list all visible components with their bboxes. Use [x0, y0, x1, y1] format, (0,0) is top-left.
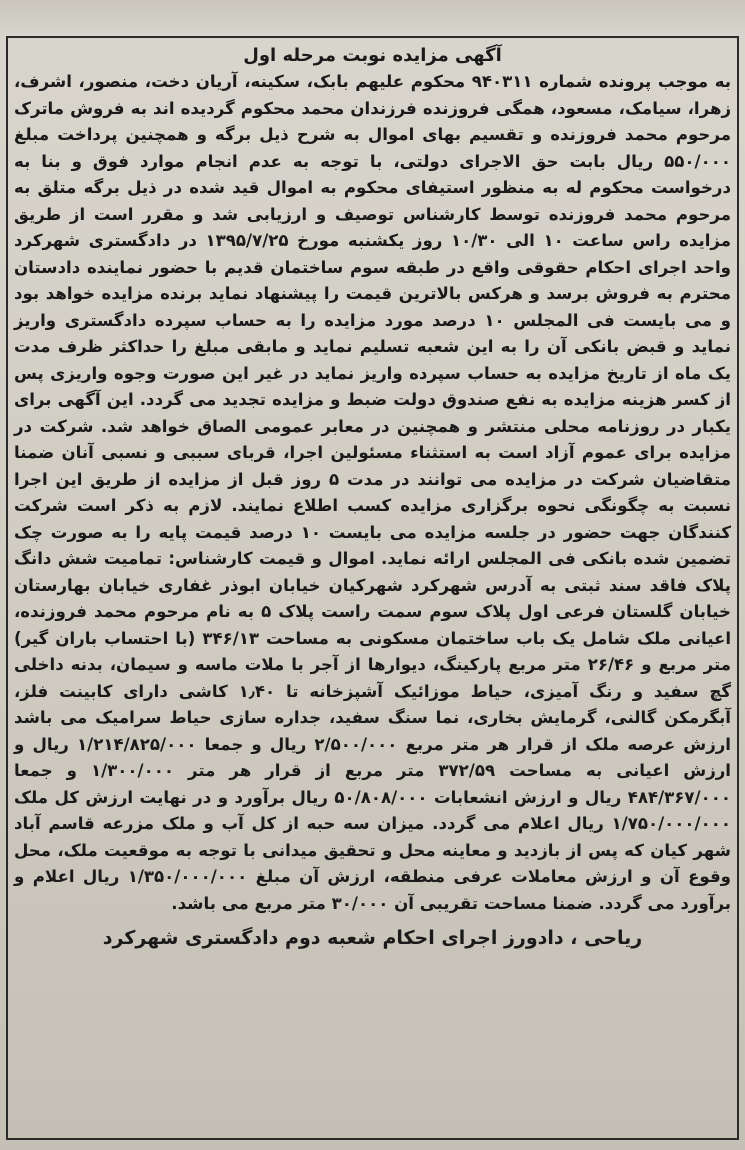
notice-title: آگهی مزایده نوبت مرحله اول	[243, 45, 502, 66]
notice-signature: ریاحی ، دادورز اجرای احکام شعبه دوم دادگستری شهرکرد	[102, 927, 643, 949]
paper-top-margin	[0, 0, 745, 34]
auction-notice	[12, 44, 733, 1134]
notice-body: به موجب پرونده شماره ۹۴۰۳۱۱ محکوم علیهم بابک، سکینه، آریان دخت، منصور، اشرف، زهرا، سیامک، مسعود، همگی فروزنده فرزندان محمد محکوم گردیده اند به فروش ماترک مرحوم محمد فروزنده و تقسیم بهای اموال به شرح ذیل برگه و همچنین پرداخت مبلغ ۵۵۰/۰۰۰ ریال بابت حق الاجرای دولتی، با توجه به عدم انجام موارد فوق و بنا به درخواست محکوم له به منظور استیفای محکوم به اموال قید شده در ذیل برگه متلق به مرحوم محمد فروزنده توسط کارشناس توصیف و ارزیابی شد و مقرر است از طریق مزایده راس ساعت ۱۰ الی ۱۰/۳۰ روز یکشنبه مورخ ۱۳۹۵/۷/۲۵ در دادگستری شهرکرد واحد اجرای احکام حقوقی واقع در طبقه سوم ساختمان قدیم با حضور نماینده دادستان محترم به فروش برسد و هرکس بالاترین قیمت را پیشنهاد نماید برنده مزایده خواهد بود و می بایست فی المجلس ۱۰ درصد مورد مزایده را به حساب سپرده دادگستری واریز نماید و قبض بانکی آن را به این شعبه تسلیم نماید و مابقی مبلغ را حداکثر ظرف مدت یک ماه از تاریخ مزایده به حساب سپرده واریز نماید در غیر این صورت وجوه واریزی پس از کسر هزینه مزایده به نفع صندوق دولت ضبط و مزایده تجدید می گردد. این آگهی برای یکبار در روزنامه محلی منتشر و همچنین در معابر عمومی الصاق خواهد شد. شرکت در مزایده برای عموم آزاد است به استثناء مسئولین اجرا، قربای سببی و نسبی آنان ضمنا متقاضیان شرکت در مزایده می توانند در مدت ۵ روز قبل از مزایده از طریق این اجرا نسبت به چگونگی نحوه برگزاری مزایده کسب اطلاع نمایند. لازم به ذکر است شرکت کنندگان جهت حضور در جلسه مزایده می بایست ۱۰ درصد قیمت پایه را به صورت چک تضمین شده بانکی فی المجلس ارائه نماید. اموال و قیمت کارشناس: تمامیت شش دانگ پلاک فاقد سند ثبتی به آدرس شهرکرد شهرکیان خیابان ابوذر غفاری خیابان بهارستان خیابان گلستان فرعی اول پلاک سوم سمت راست پلاک ۵ به نام مرحوم محمد فروزنده، اعیانی ملک شامل یک باب ساختمان مسکونی به مساحت ۳۴۶/۱۳ (با احتساب باران گیر) متر مربع و ۲۶/۴۶ متر مربع پارکینگ، دیوارها از آجر با ملات ماسه و سیمان، بدنه داخلی گچ سفید و رنگ آمیزی، حیاط موزائیک آشپزخانه تا ۱٫۴۰ کاشی دارای کابینت فلز، آبگرمکن گالنی، گرمایش بخاری، نما سنگ سفید، جداره سازی حیاط سرامیک می باشد ارزش عرصه ملک از قرار هر متر مربع ۲/۵۰۰/۰۰۰ ریال و جمعا ۱/۲۱۴/۸۲۵/۰۰۰ ریال و ارزش اعیانی به مساحت ۳۷۲/۵۹ متر مربع از قرار هر متر ۱/۳۰۰/۰۰۰ و جمعا ۴۸۴/۳۶۷/۰۰۰ ریال و ارزش انشعابات ۵۰/۸۰۸/۰۰۰ ریال برآورد و در نهایت ارزش کل ملک ۱/۷۵۰/۰۰۰/۰۰۰ ریال اعلام می گردد. میزان سه حبه از کل آب و ملک مزرعه قاسم آباد شهر کیان که پس از بازدید و معاینه محل و تحقیق میدانی با توجه به موقعیت ملک، محل وقوع آن و ارزش معاملات عرفی منطقه، ارزش آن مبلغ ۱/۳۵۰/۰۰۰/۰۰۰ ریال اعلام و برآورد می گردد. ضمنا مساحت تقریبی آن ۳۰/۰۰۰ متر مربع می باشد.	[14, 72, 732, 913]
